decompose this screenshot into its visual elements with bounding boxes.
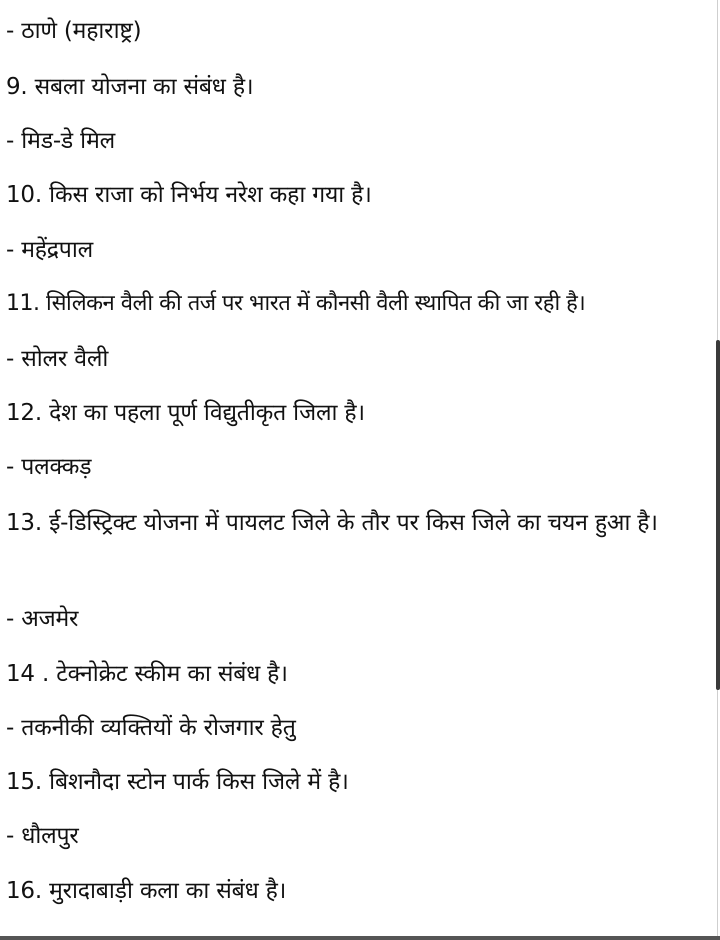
question-line: 9. सबला योजना का संबंध है। [6,74,254,100]
answer-line: - महेंद्रपाल [6,237,94,263]
question-line: 11. सिलिकन वैली की तर्ज पर भारत में कौनसी वैली स्थापित की जा रही है। [6,291,586,316]
answer-line: - धौलपुर [6,823,79,849]
answer-line: - तकनीकी व्यक्तियों के रोजगार हेतु [6,715,296,741]
vertical-scrollbar[interactable] [716,340,720,690]
question-line: 12. देश का पहला पूर्ण विद्युतीकृत जिला है। [6,400,365,426]
answer-line: - ठाणे (महाराष्ट्र) [6,18,142,44]
question-line: 10. किस राजा को निर्भय नरेश कहा गया है। [6,182,372,208]
answer-line: - पलक्कड़ [6,454,92,480]
answer-line: - सोलर वैली [6,346,109,372]
question-line: 13. ई-डिस्ट्रिक्ट योजना में पायलट जिले के तौर पर किस जिले का चयन हुआ है। [6,510,658,536]
question-line: 15. बिशनौदा स्टोन पार्क किस जिले में है। [6,769,349,795]
question-line: 16. मुरादाबाड़ी कला का संबंध है। [6,878,287,904]
question-line: 14 . टेक्नोक्रेट स्कीम का संबंध है। [6,661,288,687]
bottom-border [0,936,720,940]
answer-line: - मिड-डे मिल [6,128,116,154]
answer-line: - अजमेर [6,606,79,632]
